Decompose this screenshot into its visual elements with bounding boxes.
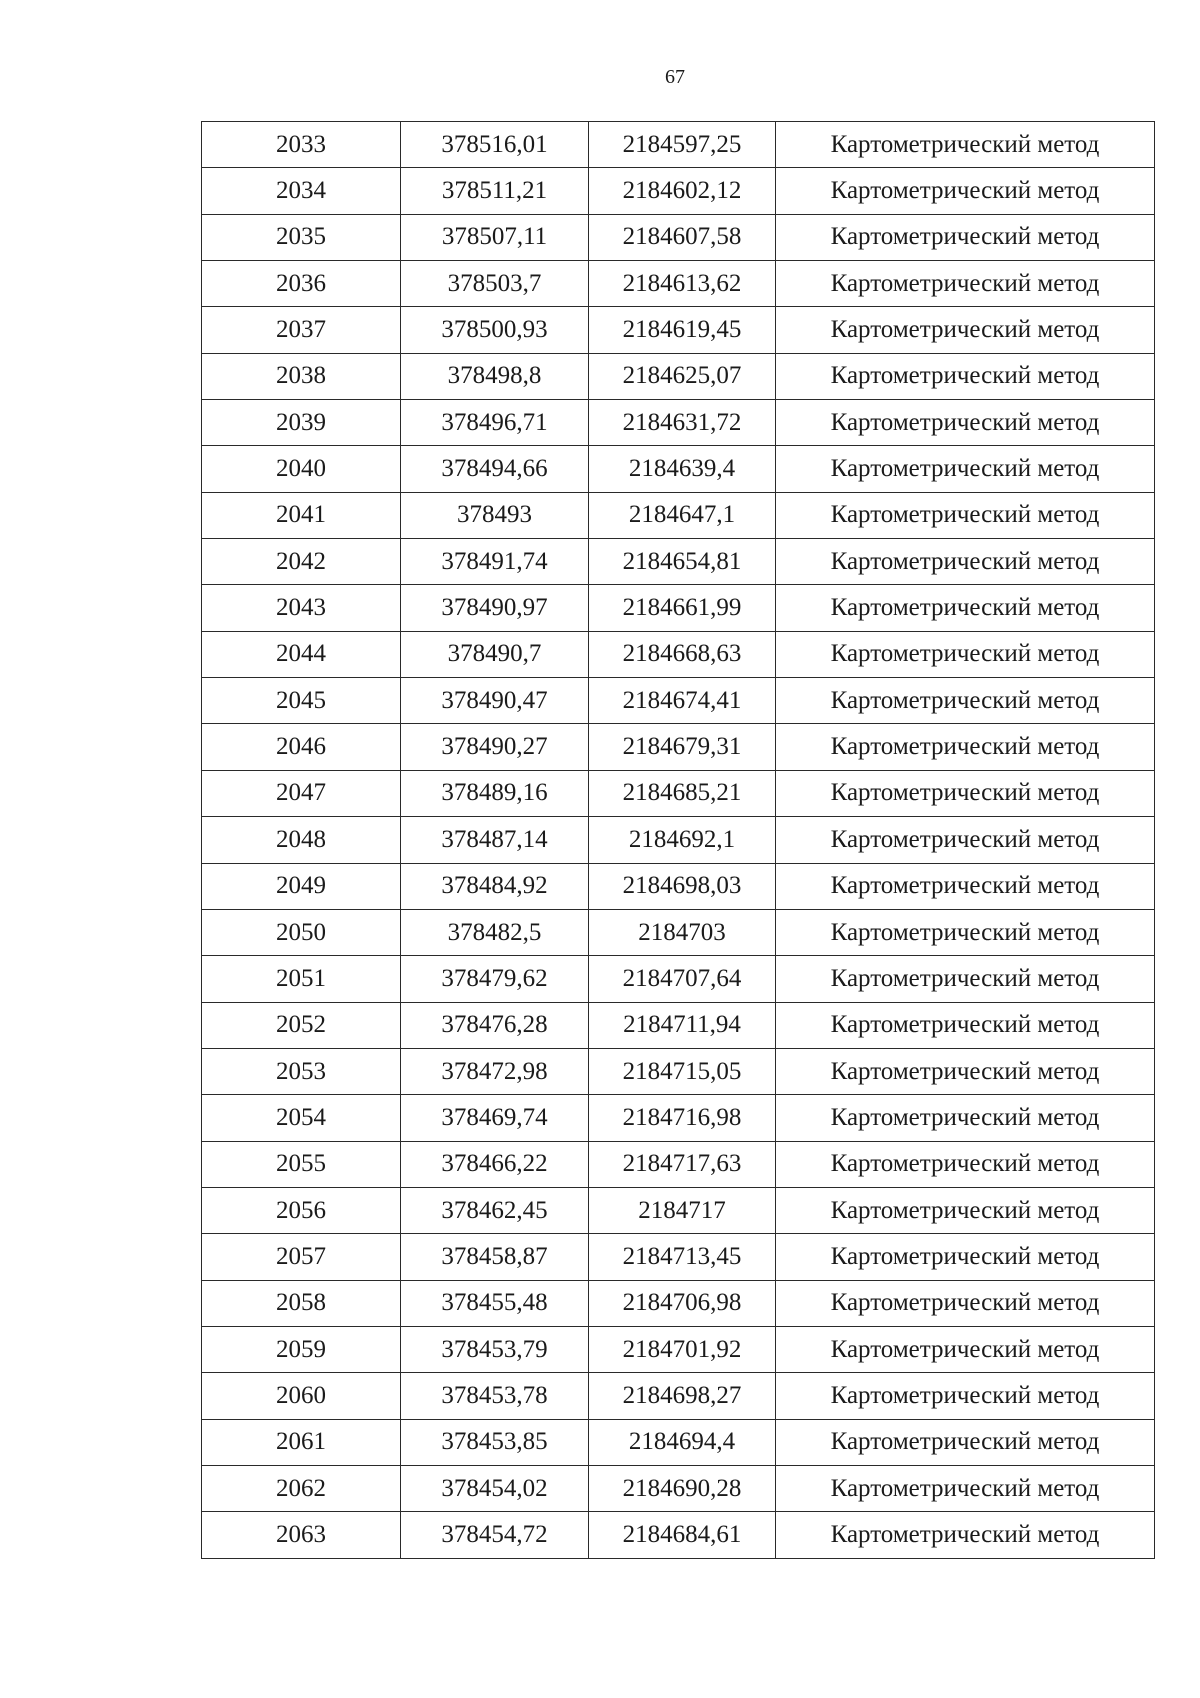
method-cell: Картометрический метод — [776, 539, 1155, 585]
point-number-cell: 2040 — [202, 446, 401, 492]
method-cell: Картометрический метод — [776, 353, 1155, 399]
point-number-cell: 2046 — [202, 724, 401, 770]
point-number-cell: 2045 — [202, 678, 401, 724]
y-coordinate-cell: 2184698,27 — [589, 1373, 776, 1419]
table-row — [202, 1095, 1155, 1141]
point-number-cell: 2054 — [202, 1095, 401, 1141]
point-number-cell: 2034 — [202, 168, 401, 214]
table-row — [202, 492, 1155, 538]
x-coordinate-cell: 378503,7 — [401, 261, 589, 307]
x-coordinate-cell: 378484,92 — [401, 863, 589, 909]
x-coordinate-cell: 378453,79 — [401, 1326, 589, 1372]
y-coordinate-cell: 2184717 — [589, 1187, 776, 1233]
x-coordinate-cell: 378487,14 — [401, 817, 589, 863]
table-row — [202, 539, 1155, 585]
y-coordinate-cell: 2184694,4 — [589, 1419, 776, 1465]
table-row — [202, 770, 1155, 816]
table-row — [202, 1326, 1155, 1372]
y-coordinate-cell: 2184717,63 — [589, 1141, 776, 1187]
table-row — [202, 261, 1155, 307]
x-coordinate-cell: 378493 — [401, 492, 589, 538]
x-coordinate-cell: 378489,16 — [401, 770, 589, 816]
point-number-cell: 2038 — [202, 353, 401, 399]
x-coordinate-cell: 378455,48 — [401, 1280, 589, 1326]
x-coordinate-cell: 378490,7 — [401, 631, 589, 677]
x-coordinate-cell: 378466,22 — [401, 1141, 589, 1187]
x-coordinate-cell: 378491,74 — [401, 539, 589, 585]
method-cell: Картометрический метод — [776, 1095, 1155, 1141]
y-coordinate-cell: 2184597,25 — [589, 122, 776, 168]
y-coordinate-cell: 2184685,21 — [589, 770, 776, 816]
x-coordinate-cell: 378507,11 — [401, 214, 589, 260]
method-cell: Картометрический метод — [776, 261, 1155, 307]
table-row — [202, 1187, 1155, 1233]
x-coordinate-cell: 378498,8 — [401, 353, 589, 399]
method-cell: Картометрический метод — [776, 214, 1155, 260]
point-number-cell: 2055 — [202, 1141, 401, 1187]
y-coordinate-cell: 2184713,45 — [589, 1234, 776, 1280]
y-coordinate-cell: 2184668,63 — [589, 631, 776, 677]
x-coordinate-cell: 378490,27 — [401, 724, 589, 770]
y-coordinate-cell: 2184684,61 — [589, 1512, 776, 1558]
point-number-cell: 2036 — [202, 261, 401, 307]
point-number-cell: 2057 — [202, 1234, 401, 1280]
x-coordinate-cell: 378494,66 — [401, 446, 589, 492]
point-number-cell: 2062 — [202, 1465, 401, 1511]
y-coordinate-cell: 2184639,4 — [589, 446, 776, 492]
method-cell: Картометрический метод — [776, 1002, 1155, 1048]
table-row — [202, 1002, 1155, 1048]
point-number-cell: 2048 — [202, 817, 401, 863]
x-coordinate-cell: 378496,71 — [401, 400, 589, 446]
point-number-cell: 2043 — [202, 585, 401, 631]
point-number-cell: 2061 — [202, 1419, 401, 1465]
table-row — [202, 678, 1155, 724]
x-coordinate-cell: 378490,47 — [401, 678, 589, 724]
point-number-cell: 2063 — [202, 1512, 401, 1558]
method-cell: Картометрический метод — [776, 817, 1155, 863]
point-number-cell: 2042 — [202, 539, 401, 585]
point-number-cell: 2058 — [202, 1280, 401, 1326]
method-cell: Картометрический метод — [776, 1419, 1155, 1465]
y-coordinate-cell: 2184625,07 — [589, 353, 776, 399]
method-cell: Картометрический метод — [776, 585, 1155, 631]
table-row — [202, 353, 1155, 399]
method-cell: Картометрический метод — [776, 1512, 1155, 1558]
table-row — [202, 1465, 1155, 1511]
table-row — [202, 1512, 1155, 1558]
page-number: 67 — [665, 66, 685, 88]
y-coordinate-cell: 2184715,05 — [589, 1048, 776, 1094]
point-number-cell: 2049 — [202, 863, 401, 909]
table-row — [202, 724, 1155, 770]
x-coordinate-cell: 378516,01 — [401, 122, 589, 168]
method-cell: Картометрический метод — [776, 1234, 1155, 1280]
method-cell: Картометрический метод — [776, 1326, 1155, 1372]
y-coordinate-cell: 2184711,94 — [589, 1002, 776, 1048]
table-row — [202, 122, 1155, 168]
method-cell: Картометрический метод — [776, 122, 1155, 168]
method-cell: Картометрический метод — [776, 1187, 1155, 1233]
point-number-cell: 2041 — [202, 492, 401, 538]
y-coordinate-cell: 2184661,99 — [589, 585, 776, 631]
y-coordinate-cell: 2184701,92 — [589, 1326, 776, 1372]
y-coordinate-cell: 2184654,81 — [589, 539, 776, 585]
x-coordinate-cell: 378490,97 — [401, 585, 589, 631]
y-coordinate-cell: 2184690,28 — [589, 1465, 776, 1511]
table-row — [202, 817, 1155, 863]
x-coordinate-cell: 378469,74 — [401, 1095, 589, 1141]
table-row — [202, 631, 1155, 677]
point-number-cell: 2033 — [202, 122, 401, 168]
table-row — [202, 214, 1155, 260]
table-row — [202, 585, 1155, 631]
point-number-cell: 2044 — [202, 631, 401, 677]
y-coordinate-cell: 2184602,12 — [589, 168, 776, 214]
x-coordinate-cell: 378453,78 — [401, 1373, 589, 1419]
point-number-cell: 2059 — [202, 1326, 401, 1372]
x-coordinate-cell: 378454,02 — [401, 1465, 589, 1511]
table-row — [202, 168, 1155, 214]
y-coordinate-cell: 2184703 — [589, 909, 776, 955]
y-coordinate-cell: 2184647,1 — [589, 492, 776, 538]
method-cell: Картометрический метод — [776, 909, 1155, 955]
x-coordinate-cell: 378476,28 — [401, 1002, 589, 1048]
y-coordinate-cell: 2184707,64 — [589, 956, 776, 1002]
method-cell: Картометрический метод — [776, 724, 1155, 770]
table-row — [202, 1280, 1155, 1326]
y-coordinate-cell: 2184692,1 — [589, 817, 776, 863]
x-coordinate-cell: 378482,5 — [401, 909, 589, 955]
point-number-cell: 2051 — [202, 956, 401, 1002]
point-number-cell: 2060 — [202, 1373, 401, 1419]
y-coordinate-cell: 2184698,03 — [589, 863, 776, 909]
x-coordinate-cell: 378454,72 — [401, 1512, 589, 1558]
point-number-cell: 2039 — [202, 400, 401, 446]
point-number-cell: 2053 — [202, 1048, 401, 1094]
table-row — [202, 1419, 1155, 1465]
table-row — [202, 446, 1155, 492]
x-coordinate-cell: 378462,45 — [401, 1187, 589, 1233]
method-cell: Картометрический метод — [776, 446, 1155, 492]
y-coordinate-cell: 2184607,58 — [589, 214, 776, 260]
point-number-cell: 2037 — [202, 307, 401, 353]
method-cell: Картометрический метод — [776, 1141, 1155, 1187]
y-coordinate-cell: 2184613,62 — [589, 261, 776, 307]
y-coordinate-cell: 2184631,72 — [589, 400, 776, 446]
y-coordinate-cell: 2184706,98 — [589, 1280, 776, 1326]
y-coordinate-cell: 2184716,98 — [589, 1095, 776, 1141]
point-number-cell: 2047 — [202, 770, 401, 816]
table-row — [202, 400, 1155, 446]
table-row — [202, 1373, 1155, 1419]
method-cell: Картометрический метод — [776, 492, 1155, 538]
point-number-cell: 2052 — [202, 1002, 401, 1048]
x-coordinate-cell: 378472,98 — [401, 1048, 589, 1094]
y-coordinate-cell: 2184674,41 — [589, 678, 776, 724]
method-cell: Картометрический метод — [776, 1373, 1155, 1419]
table-row — [202, 307, 1155, 353]
method-cell: Картометрический метод — [776, 1048, 1155, 1094]
x-coordinate-cell: 378458,87 — [401, 1234, 589, 1280]
method-cell: Картометрический метод — [776, 631, 1155, 677]
coordinates-table-body — [202, 122, 1155, 1559]
method-cell: Картометрический метод — [776, 307, 1155, 353]
table-row — [202, 863, 1155, 909]
table-row — [202, 1141, 1155, 1187]
coordinates-table — [201, 121, 1155, 1559]
y-coordinate-cell: 2184619,45 — [589, 307, 776, 353]
x-coordinate-cell: 378453,85 — [401, 1419, 589, 1465]
x-coordinate-cell: 378479,62 — [401, 956, 589, 1002]
table-row — [202, 909, 1155, 955]
point-number-cell: 2035 — [202, 214, 401, 260]
method-cell: Картометрический метод — [776, 770, 1155, 816]
table-row — [202, 1048, 1155, 1094]
method-cell: Картометрический метод — [776, 1465, 1155, 1511]
x-coordinate-cell: 378500,93 — [401, 307, 589, 353]
x-coordinate-cell: 378511,21 — [401, 168, 589, 214]
method-cell: Картометрический метод — [776, 168, 1155, 214]
y-coordinate-cell: 2184679,31 — [589, 724, 776, 770]
point-number-cell: 2056 — [202, 1187, 401, 1233]
method-cell: Картометрический метод — [776, 956, 1155, 1002]
table-row — [202, 1234, 1155, 1280]
method-cell: Картометрический метод — [776, 863, 1155, 909]
method-cell: Картометрический метод — [776, 1280, 1155, 1326]
table-row — [202, 956, 1155, 1002]
method-cell: Картометрический метод — [776, 678, 1155, 724]
point-number-cell: 2050 — [202, 909, 401, 955]
method-cell: Картометрический метод — [776, 400, 1155, 446]
